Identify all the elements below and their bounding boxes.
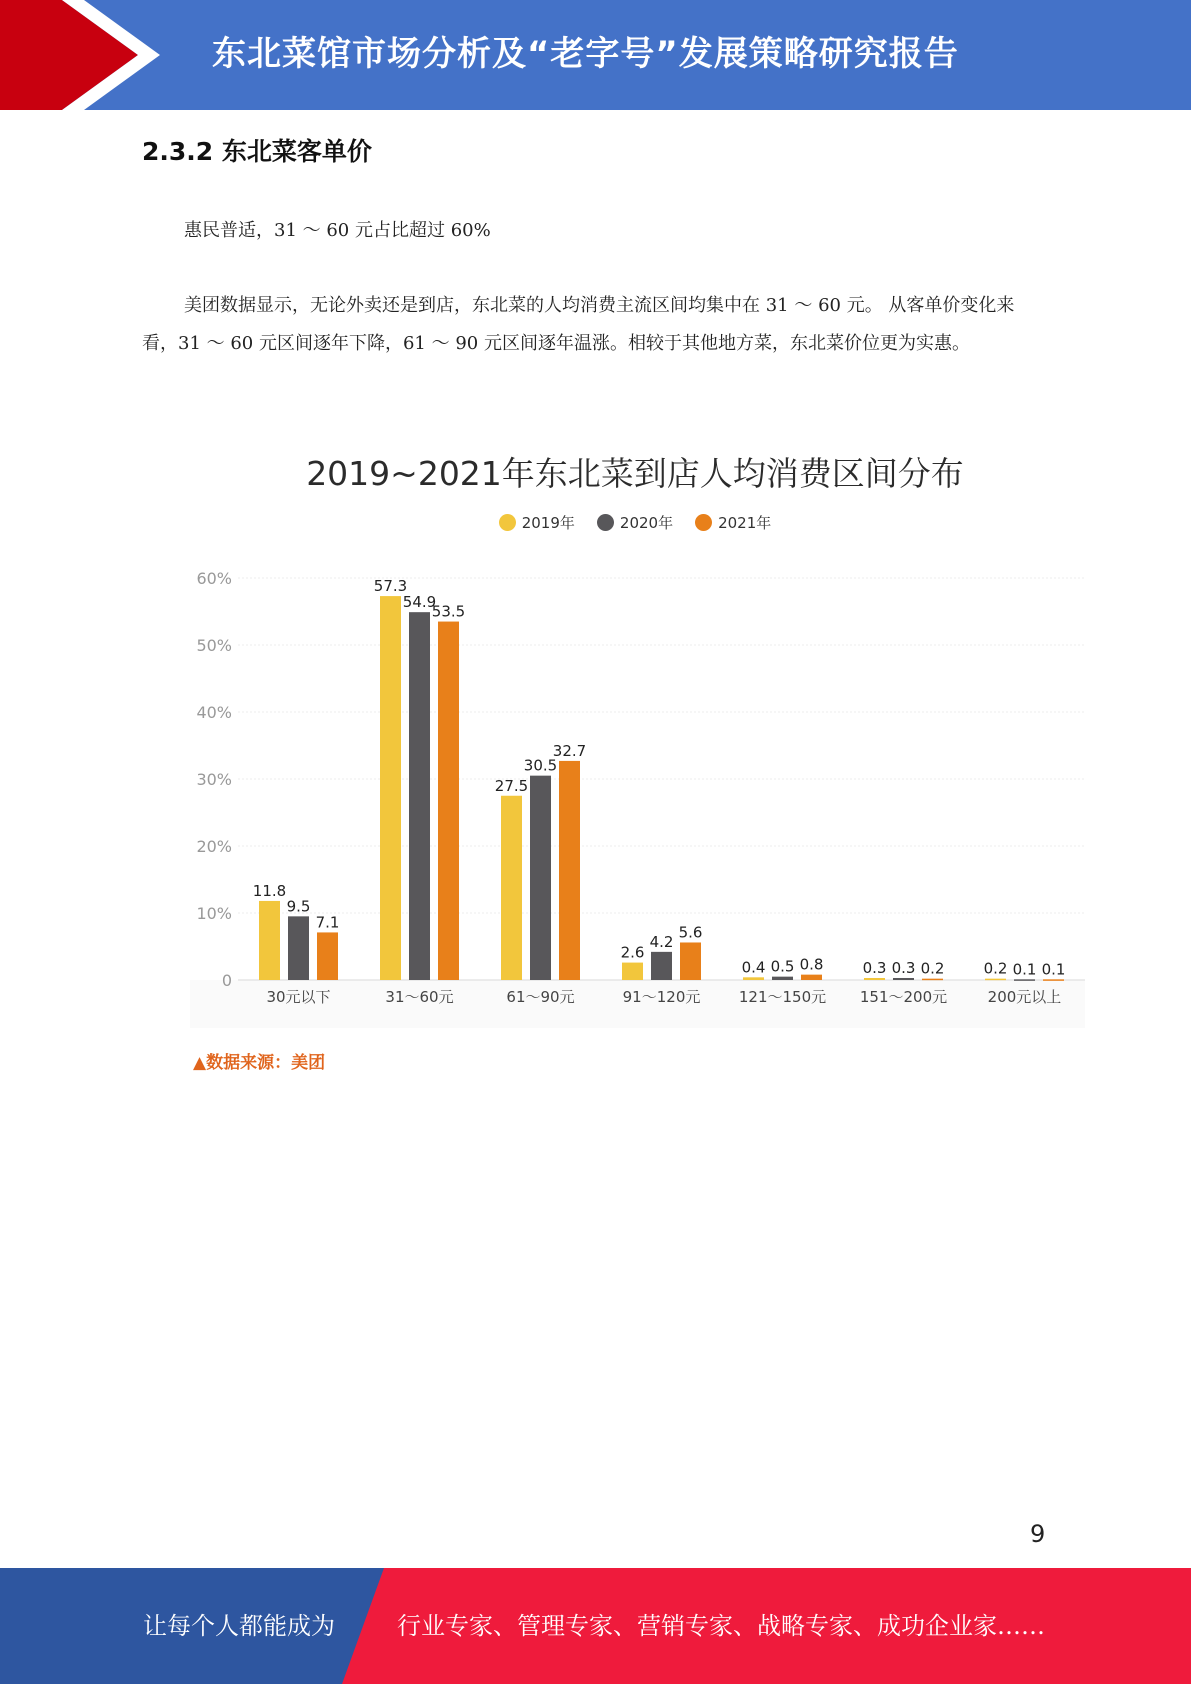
data-label: 9.5	[286, 897, 311, 916]
data-label: 27.5	[494, 776, 529, 795]
bar	[288, 916, 309, 980]
y-tick-label: 10%	[196, 904, 232, 923]
x-tick-label: 91～120元	[622, 988, 701, 1006]
x-tick-label: 151～200元	[859, 988, 948, 1006]
legend-item-2021	[695, 512, 771, 533]
legend-item-2019	[499, 512, 575, 533]
data-label: 0.1	[1012, 960, 1037, 979]
data-label: 4.2	[649, 932, 674, 951]
x-tick-label: 31～60元	[385, 988, 454, 1006]
footer-slogan-right: 行业专家、管理专家、营销专家、战略专家、成功企业家……	[397, 1612, 1045, 1640]
data-label: 7.1	[315, 913, 340, 932]
data-label: 0.5	[770, 957, 795, 976]
bar	[380, 596, 401, 980]
bar	[1014, 979, 1035, 981]
data-label: 0.2	[920, 959, 945, 978]
bar	[259, 901, 280, 980]
y-tick-label: 40%	[196, 703, 232, 722]
bar	[801, 975, 822, 980]
data-label: 0.3	[862, 958, 887, 977]
y-tick-label: 30%	[196, 770, 232, 789]
bar	[559, 761, 580, 980]
legend-item-2020	[597, 512, 673, 533]
y-tick-label: 20%	[196, 837, 232, 856]
data-label: 0.8	[799, 955, 824, 974]
y-tick-label: 0	[221, 971, 232, 990]
data-source-note: ▲数据来源：美团	[193, 1053, 326, 1073]
data-label: 11.8	[252, 881, 287, 900]
bar	[1043, 979, 1064, 981]
data-label: 0.1	[1041, 960, 1066, 979]
bar	[985, 979, 1006, 981]
data-label: 30.5	[523, 756, 558, 775]
section-heading: 2.3.2 东北菜客单价	[142, 137, 372, 166]
bar	[317, 932, 338, 980]
bar	[501, 796, 522, 980]
document-title: 东北菜馆市场分析及“老字号”发展策略研究报告	[212, 34, 959, 74]
footer-banner	[0, 1568, 1191, 1684]
bar	[438, 622, 459, 980]
data-label: 53.5	[431, 602, 466, 621]
x-tick-label: 61～90元	[506, 988, 575, 1006]
bar	[622, 963, 643, 980]
data-label: 0.2	[983, 959, 1008, 978]
page-number: 9	[1030, 1520, 1046, 1548]
footer-slogan-left: 让每个人都能成为	[143, 1612, 335, 1640]
bar	[864, 978, 885, 980]
x-tick-label: 121～150元	[738, 988, 827, 1006]
bar	[680, 942, 701, 980]
bar-chart	[180, 440, 1090, 1080]
bar	[530, 776, 551, 980]
data-label: 54.9	[402, 593, 437, 612]
bar	[893, 978, 914, 980]
x-tick-label: 200元以上	[987, 988, 1062, 1006]
data-label: 5.6	[678, 923, 703, 942]
chart-canvas	[180, 440, 1090, 1080]
bar	[772, 977, 793, 980]
chart-title: 2019~2021年东北菜到店人均消费区间分布	[306, 454, 964, 493]
header-banner	[0, 0, 1191, 110]
bar	[409, 612, 430, 980]
legend-label: 2021年	[718, 514, 772, 532]
x-tick-label: 30元以下	[266, 988, 331, 1006]
data-label: 57.3	[373, 577, 408, 596]
section-summary: 惠民普适，31 ～ 60 元占比超过 60%	[184, 220, 491, 241]
chart-legend	[180, 512, 1090, 533]
data-label: 0.4	[741, 958, 766, 977]
legend-swatch	[597, 514, 614, 531]
data-label: 0.3	[891, 958, 916, 977]
y-tick-label: 60%	[196, 569, 232, 588]
data-label: 32.7	[552, 741, 587, 760]
data-label: 2.6	[620, 943, 645, 962]
bar	[651, 952, 672, 980]
section-body: 美团数据显示，无论外卖还是到店，东北菜的人均消费主流区间均集中在 31 ～ 60 元。 从客单价变化来看，31 ～ 60 元区间逐年下降，61 ～ 90 元区间逐年温涨。相较于其他地方菜，东北菜价位更为实惠。	[142, 295, 1015, 354]
legend-swatch	[499, 514, 516, 531]
legend-swatch	[695, 514, 712, 531]
bar	[743, 977, 764, 980]
y-tick-label: 50%	[196, 636, 232, 655]
bar	[922, 979, 943, 981]
legend-label: 2019年	[521, 514, 575, 532]
legend-label: 2020年	[619, 514, 674, 532]
